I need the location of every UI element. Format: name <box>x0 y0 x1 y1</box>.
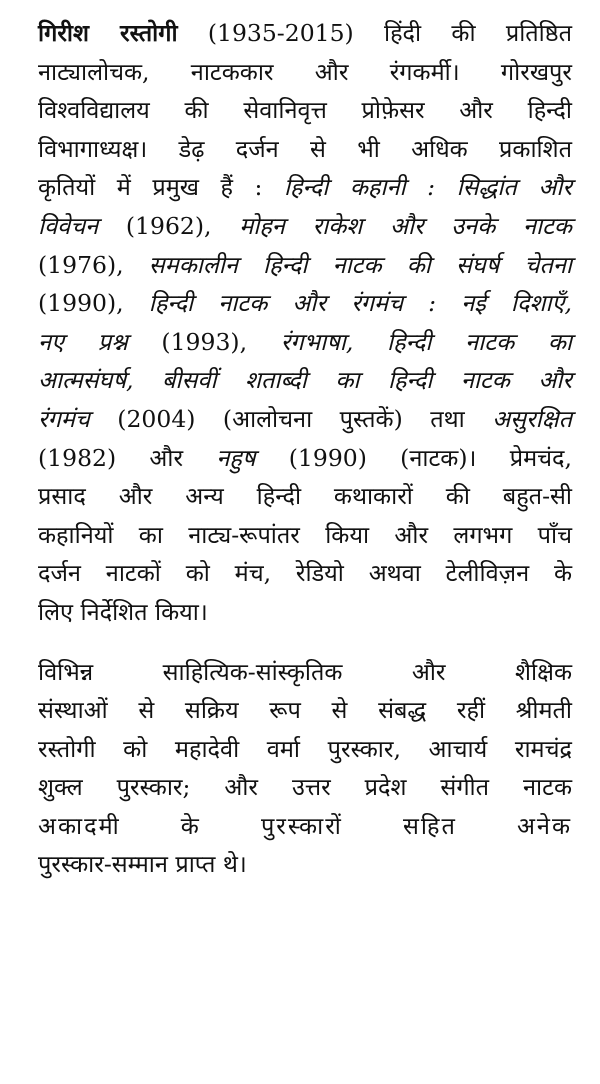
book-title: रंगभाषा, हिन्दी नाटक का <box>280 327 572 356</box>
text-line: (1976), समकालीन हिन्दी नाटक की संघर्ष चेतना <box>38 250 572 279</box>
book-title: रंगमंच <box>38 404 90 433</box>
book-title: विवेचन <box>38 211 99 240</box>
text-line: लिए निर्देशित किया। <box>38 597 208 626</box>
author-bio-page <box>38 14 572 884</box>
text-line: पुरस्कार-सम्मान प्राप्त थे। <box>38 850 247 879</box>
bio-paragraph-1 <box>38 14 572 632</box>
text-line: शुक्ल पुरस्कार; और उत्तर प्रदेश संगीत नाटक <box>38 773 572 802</box>
bio-paragraph-2 <box>38 653 572 885</box>
text-line: विभिन्न साहित्यिक-सांस्कृतिक और शैक्षिक <box>38 657 572 686</box>
text-line: प्रसाद और अन्य हिन्दी कथाकारों की बहुत-सी <box>38 482 572 511</box>
text-line: गिरीश रस्तोगी (1935-2015) हिंदी की प्रतिष्ठित <box>38 19 572 47</box>
text-line: रंगमंच (2004) (आलोचना पुस्तकें) तथा असुरक्षित <box>38 404 572 433</box>
text-line: विभागाध्यक्ष। डेढ़ दर्जन से भी अधिक प्रकाशित <box>38 134 572 163</box>
text-line: (1982) और नहुष (1990) (नाटक)। प्रेमचंद, <box>38 443 572 472</box>
text-line: रस्तोगी को महादेवी वर्मा पुरस्कार, आचार्य रामचंद्र <box>38 734 572 763</box>
author-name: गिरीश रस्तोगी <box>38 19 178 47</box>
text-line: नाट्यालोचक, नाटककार और रंगकर्मी। गोरखपुर <box>38 57 572 86</box>
paragraph-spacer <box>38 632 572 653</box>
text-line: संस्थाओं से सक्रिय रूप से संबद्ध रहीं श्रीमती <box>38 696 572 725</box>
book-title: हिन्दी नाटक और रंगमंच : नई दिशाएँ, <box>148 289 572 318</box>
text-line: कहानियों का नाट्य-रूपांतर किया और लगभग पाँच <box>38 520 572 549</box>
book-title: हिन्दी कहानी : सिद्धांत और <box>283 173 572 202</box>
text-line: विवेचन (1962), मोहन राकेश और उनके नाटक <box>38 211 572 240</box>
text-line: नए प्रश्न (1993), रंगभाषा, हिन्दी नाटक का <box>38 327 572 356</box>
text-line: आत्मसंघर्ष, बीसवीं शताब्दी का हिन्दी नाटक और <box>38 366 572 395</box>
text-line: अकादमी के पुरस्कारों सहित अनेक <box>38 811 572 840</box>
book-title: नहुष <box>216 443 256 472</box>
text-line: कृतियों में प्रमुख हैं : हिन्दी कहानी : सिद्धांत और <box>38 173 572 202</box>
text-line: विश्वविद्यालय की सेवानिवृत्त प्रोफ़ेसर और हिन्दी <box>38 96 572 125</box>
text-line: (1990), हिन्दी नाटक और रंगमंच : नई दिशाएँ, <box>38 289 572 318</box>
book-title: नए प्रश्न <box>38 327 128 356</box>
book-title: मोहन राकेश और उनके नाटक <box>239 211 572 240</box>
book-title: समकालीन हिन्दी नाटक की संघर्ष चेतना <box>148 250 572 279</box>
book-title: असुरक्षित <box>492 404 572 433</box>
text-line: दर्जन नाटकों को मंच, रेडियो अथवा टेलीविज़न के <box>38 559 572 588</box>
